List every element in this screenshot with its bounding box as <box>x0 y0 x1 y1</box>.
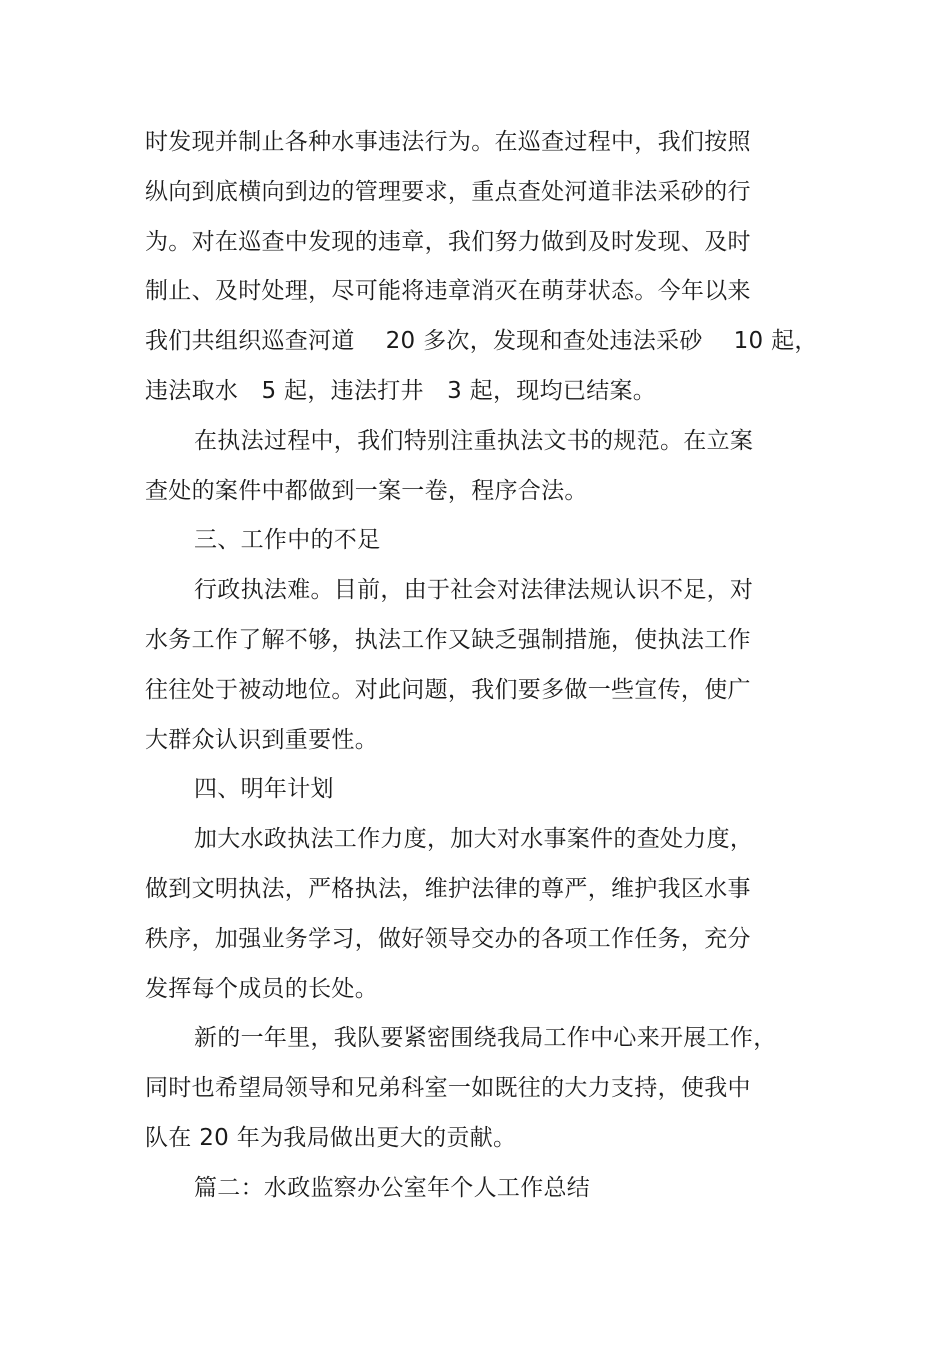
section-heading: 四、明年计划 <box>194 776 334 802</box>
text-line: 制止、及时处理，尽可能将违章消灭在萌芽状态。今年以来 <box>145 278 751 304</box>
paragraph-start-line: 在执法过程中，我们特别注重执法文书的规范。在立案 <box>194 428 754 454</box>
text-line: 发挥每个成员的长处。 <box>145 976 378 1002</box>
paragraph-start-line: 行政执法难。目前，由于社会对法律法规认识不足，对 <box>194 577 754 603</box>
text-line: 为。对在巡查中发现的违章，我们努力做到及时发现、及时 <box>145 229 751 255</box>
text-line: 违法取水 5 起，违法打井 3 起，现均已结案。 <box>145 378 657 404</box>
paragraph-start-line: 新的一年里，我队要紧密围绕我局工作中心来开展工作， <box>194 1025 777 1051</box>
text-line: 时发现并制止各种水事违法行为。在巡查过程中，我们按照 <box>145 129 751 155</box>
article-heading: 篇二：水政监察办公室年个人工作总结 <box>194 1175 591 1201</box>
text-line: 查处的案件中都做到一案一卷，程序合法。 <box>145 478 588 504</box>
text-line: 秩序，加强业务学习，做好领导交办的各项工作任务，充分 <box>145 926 751 952</box>
text-line: 做到文明执法，严格执法，维护法律的尊严，维护我区水事 <box>145 876 751 902</box>
text-line: 我们共组织巡查河道 20 多次，发现和查处违法采砂 10 起， <box>145 328 818 354</box>
paragraph-start-line: 加大水政执法工作力度，加大对水事案件的查处力度， <box>194 826 754 852</box>
text-line: 大群众认识到重要性。 <box>145 727 378 753</box>
text-line: 队在 20 年为我局做出更大的贡献。 <box>145 1125 517 1151</box>
text-line: 往往处于被动地位。对此问题，我们要多做一些宣传，使广 <box>145 677 751 703</box>
text-line: 纵向到底横向到边的管理要求，重点查处河道非法采砂的行 <box>145 179 751 205</box>
section-heading: 三、工作中的不足 <box>194 527 381 553</box>
text-line: 同时也希望局领导和兄弟科室一如既往的大力支持，使我中 <box>145 1075 751 1101</box>
text-line: 水务工作了解不够，执法工作又缺乏强制措施，使执法工作 <box>145 627 751 653</box>
